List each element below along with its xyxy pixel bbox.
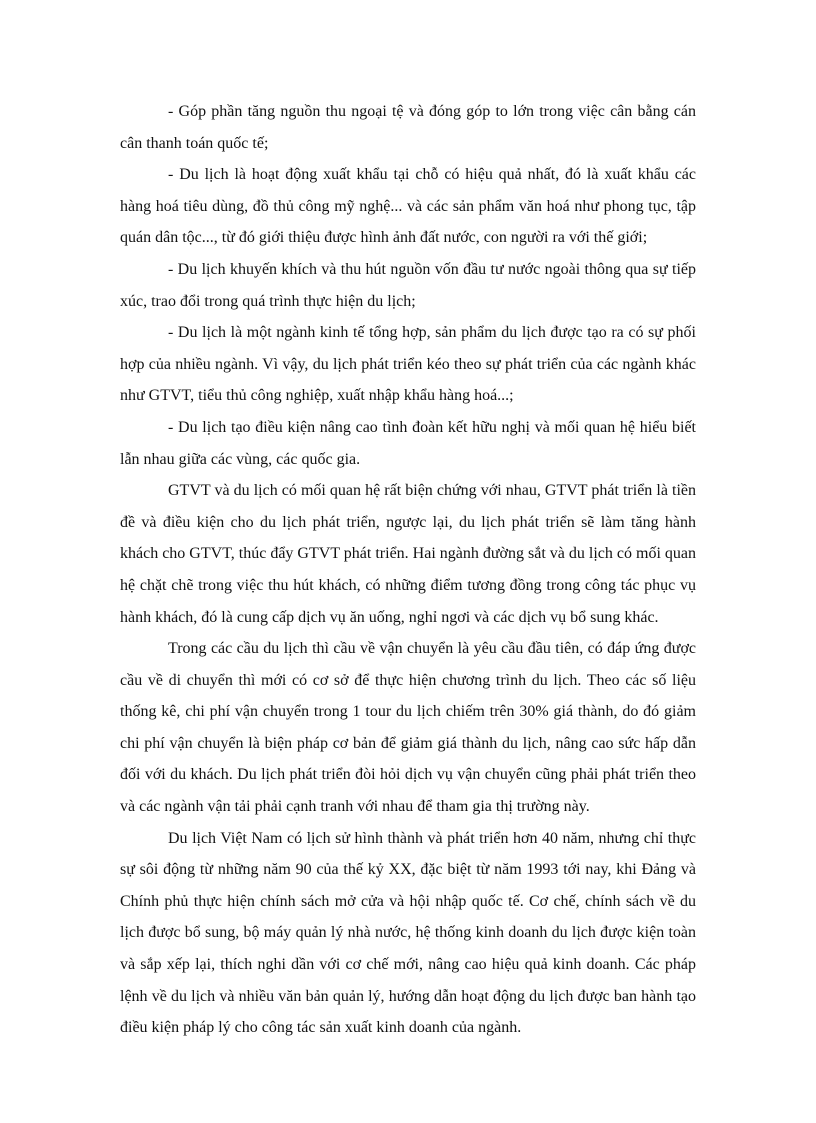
paragraph-transport-demand: Trong các cầu du lịch thì cầu về vận chuyển là yêu cầu đầu tiên, có đáp ứng được cầu về di chuyển thì mới có cơ sở để thực hiện chương trình du lịch. Theo các số liệu thống kê, chi phí vận chuyển trong 1 tour du lịch chiếm trên 30% giá thành, do đó giảm chi phí vận chuyển là biện pháp cơ bản để giảm giá thành du lịch, nâng cao sức hấp dẫn đối với du khách. Du lịch phát triển đòi hỏi dịch vụ vận chuyển cũng phải phát triển theo và các ngành vận tải phải cạnh tranh với nhau để tham gia thị trường này. (120, 640, 696, 816)
document-page (120, 96, 696, 1044)
paragraph-vietnam-tourism-history: Du lịch Việt Nam có lịch sử hình thành và phát triển hơn 40 năm, nhưng chỉ thực sự sôi động từ những năm 90 của thế kỷ XX, đặc biệt từ năm 1993 tới nay, khi Đảng và Chính phủ thực hiện chính sách mở cửa và hội nhập quốc tế. Cơ chế, chính sách về du lịch được bổ sung, bộ máy quản lý nhà nước, hệ thống kinh doanh du lịch được kiện toàn và sắp xếp lại, thích nghi dần với cơ chế mới, nâng cao hiệu quả kinh doanh. Các pháp lệnh về du lịch và nhiều văn bản quản lý, hướng dẫn hoạt động du lịch được ban hành tạo điều kiện pháp lý cho công tác sản xuất kinh doanh của ngành. (120, 829, 696, 1037)
paragraph-export-on-site: - Du lịch là hoạt động xuất khẩu tại chỗ có hiệu quả nhất, đó là xuất khẩu các hàng hoá tiêu dùng, đồ thủ công mỹ nghệ... và các sản phẩm văn hoá như phong tục, tập quán dân tộc..., từ đó giới thiệu được hình ảnh đất nước, con người ra với thế giới; (120, 166, 696, 247)
paragraph-foreign-currency: - Góp phần tăng nguồn thu ngoại tệ và đóng góp to lớn trong việc cân bằng cán cân thanh toán quốc tế; (120, 103, 696, 152)
paragraph-friendship: - Du lịch tạo điều kiện nâng cao tình đoàn kết hữu nghị và mối quan hệ hiểu biết lẫn nhau giữa các vùng, các quốc gia. (120, 418, 696, 468)
paragraph-foreign-investment: - Du lịch khuyến khích và thu hút nguồn vốn đầu tư nước ngoài thông qua sự tiếp xúc, trao đổi trong quá trình thực hiện du lịch; (120, 260, 696, 310)
paragraph-transport-tourism-relation: GTVT và du lịch có mối quan hệ rất biện chứng với nhau, GTVT phát triển là tiền đề và điều kiện cho du lịch phát triển, ngược lại, du lịch phát triển sẽ làm tăng hành khách cho GTVT, thúc đẩy GTVT phát triển. Hai ngành đường sắt và du lịch có mối quan hệ chặt chẽ trong việc thu hút khách, có những điểm tương đồng trong công tác phục vụ hành khách, đó là cung cấp dịch vụ ăn uống, nghỉ ngơi và các dịch vụ bổ sung khác. (120, 482, 696, 626)
paragraph-general-economy: - Du lịch là một ngành kinh tế tổng hợp, sản phẩm du lịch được tạo ra có sự phối hợp của nhiều ngành. Vì vậy, du lịch phát triển kéo theo sự phát triển của các ngành khác như GTVT, tiểu thủ công nghiệp, xuất nhập khẩu hàng hoá...; (120, 324, 696, 405)
